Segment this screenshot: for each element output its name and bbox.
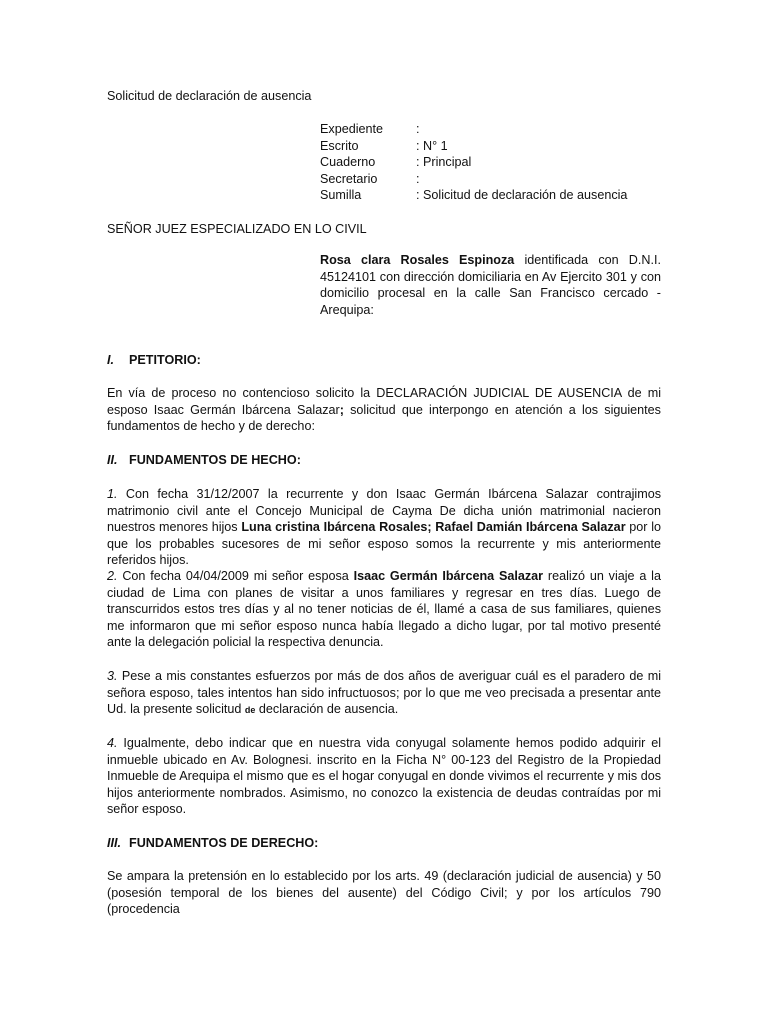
meta-row-cuaderno	[320, 154, 627, 171]
hecho-paragraph-1	[107, 486, 661, 569]
hecho-paragraph-2	[107, 568, 661, 651]
section-title: PETITORIO:	[129, 353, 201, 367]
section-title: FUNDAMENTOS DE HECHO:	[129, 453, 301, 467]
case-metadata	[320, 121, 627, 204]
meta-value: : N° 1	[416, 138, 448, 153]
paragraph-text: Se ampara la pretensión en lo establecido por los arts. 49 (declaración judicial de ausencia) y 50 (posesión temporal de los bienes del ausente) del Código Civil; y por los artículos 790 (procedencia	[107, 869, 661, 917]
paragraph-text: Con fecha 04/04/2009 mi señor esposa	[117, 569, 354, 583]
meta-row-secretario	[320, 171, 627, 188]
paragraph-number: 2.	[107, 569, 118, 583]
paragraph-text: Con fecha 31/12/2007 la recurrente y don Isaac Germán Ibárcena Salazar contrajimos matrimonio civil ante el Concejo Municipal de Cayma De dicha unión matrimonial nacieron nuestros menores hijos	[107, 487, 661, 535]
meta-label: Expediente	[320, 122, 384, 136]
petitorio-paragraph	[107, 385, 661, 435]
section-heading-hecho	[107, 452, 661, 469]
spouse-name: Isaac Germán Ibárcena Salazar	[353, 569, 544, 583]
addressee: SEÑOR JUEZ ESPECIALIZADO EN LO CIVIL	[107, 222, 367, 236]
paragraph-text: realizó un viaje a la ciudad de Lima con planes de visitar a unos familiares y regresar en tres días. Luego de transcurridos estos tres días y al no tener noticias de él, llamé a casa de sus familiares, quienes me informaron que mi señor esposo nunca había llegado a dicho lugar, por tal motivo presenté ante la delegación policial la respectiva denuncia.	[107, 569, 661, 650]
meta-value: :	[416, 122, 420, 136]
paragraph-bold: ;	[339, 402, 344, 417]
paragraph-number: 1.	[107, 487, 118, 501]
small-inline-text: de	[244, 705, 256, 716]
document-title: Solicitud de declaración de ausencia	[107, 89, 312, 103]
paragraph-text: por lo que los probables sucesores de mi señor esposo somos la recurrente y mis anteriormente referidos hijos.	[107, 520, 661, 568]
hecho-paragraph-4	[107, 735, 661, 818]
meta-row-sumilla	[320, 187, 627, 204]
petitioner-details: identificada con D.N.I. 45124101 con dirección domiciliaria en Av Ejercito 301 y con domicilio procesal en la calle San Francisco cercado - Arequipa:	[320, 253, 661, 317]
section-number: III.	[107, 836, 121, 850]
hecho-paragraph-3	[107, 668, 661, 719]
meta-label: Cuaderno	[320, 155, 376, 170]
paragraph-text: Igualmente, debo indicar que en nuestra vida conyugal solamente hemos podido adquirir el inmueble ubicado en Av. Bolognesi. inscrito en la Ficha N° 00-123 del Registro de la Propiedad Inmueble de Arequipa el mismo que es el hogar conyugal en donde vivimos el recurrente y mis dos hijos anteriormente nombrados. Asimismo, no conozco la existencia de deudas contraídas por mi señor esposo.	[107, 736, 661, 817]
meta-row-expediente	[320, 121, 627, 138]
meta-value: :	[416, 171, 420, 186]
paragraph-text: Pese a mis constantes esfuerzos por más de dos años de averiguar cuál es el paradero de mi señora esposo, tales intentos han sido infructuosos; por lo que me veo precisada a presentar ante Ud. la presente solicitud	[107, 669, 661, 717]
meta-label: Escrito	[320, 138, 359, 153]
meta-value: : Solicitud de declaración de ausencia	[416, 188, 628, 203]
petitioner-intro	[320, 252, 661, 318]
meta-label: Secretario	[320, 171, 378, 186]
section-number: II.	[107, 453, 118, 467]
petitioner-name: Rosa clara Rosales Espinoza	[320, 253, 515, 267]
derecho-paragraph	[107, 868, 661, 918]
meta-value: : Principal	[416, 155, 472, 170]
paragraph-text: solicitud que interpongo en atención a los siguientes fundamentos de hecho y de derecho:	[107, 402, 661, 434]
section-heading-petitorio	[107, 352, 661, 369]
section-number: I.	[107, 353, 114, 367]
meta-row-escrito	[320, 138, 627, 155]
paragraph-number: 3.	[107, 669, 118, 683]
section-heading-derecho	[107, 835, 661, 852]
section-title: FUNDAMENTOS DE DERECHO:	[129, 836, 319, 850]
children-names: Luna cristina Ibárcena Rosales; Rafael Damián Ibárcena Salazar	[241, 520, 626, 535]
paragraph-text: En vía de proceso no contencioso solicito la DECLARACIÓN JUDICIAL DE AUSENCIA de mi esposo Isaac Germán Ibárcena Salazar	[107, 386, 661, 417]
paragraph-text: declaración de ausencia.	[255, 702, 399, 717]
meta-label: Sumilla	[320, 188, 362, 203]
paragraph-number: 4.	[107, 736, 118, 750]
